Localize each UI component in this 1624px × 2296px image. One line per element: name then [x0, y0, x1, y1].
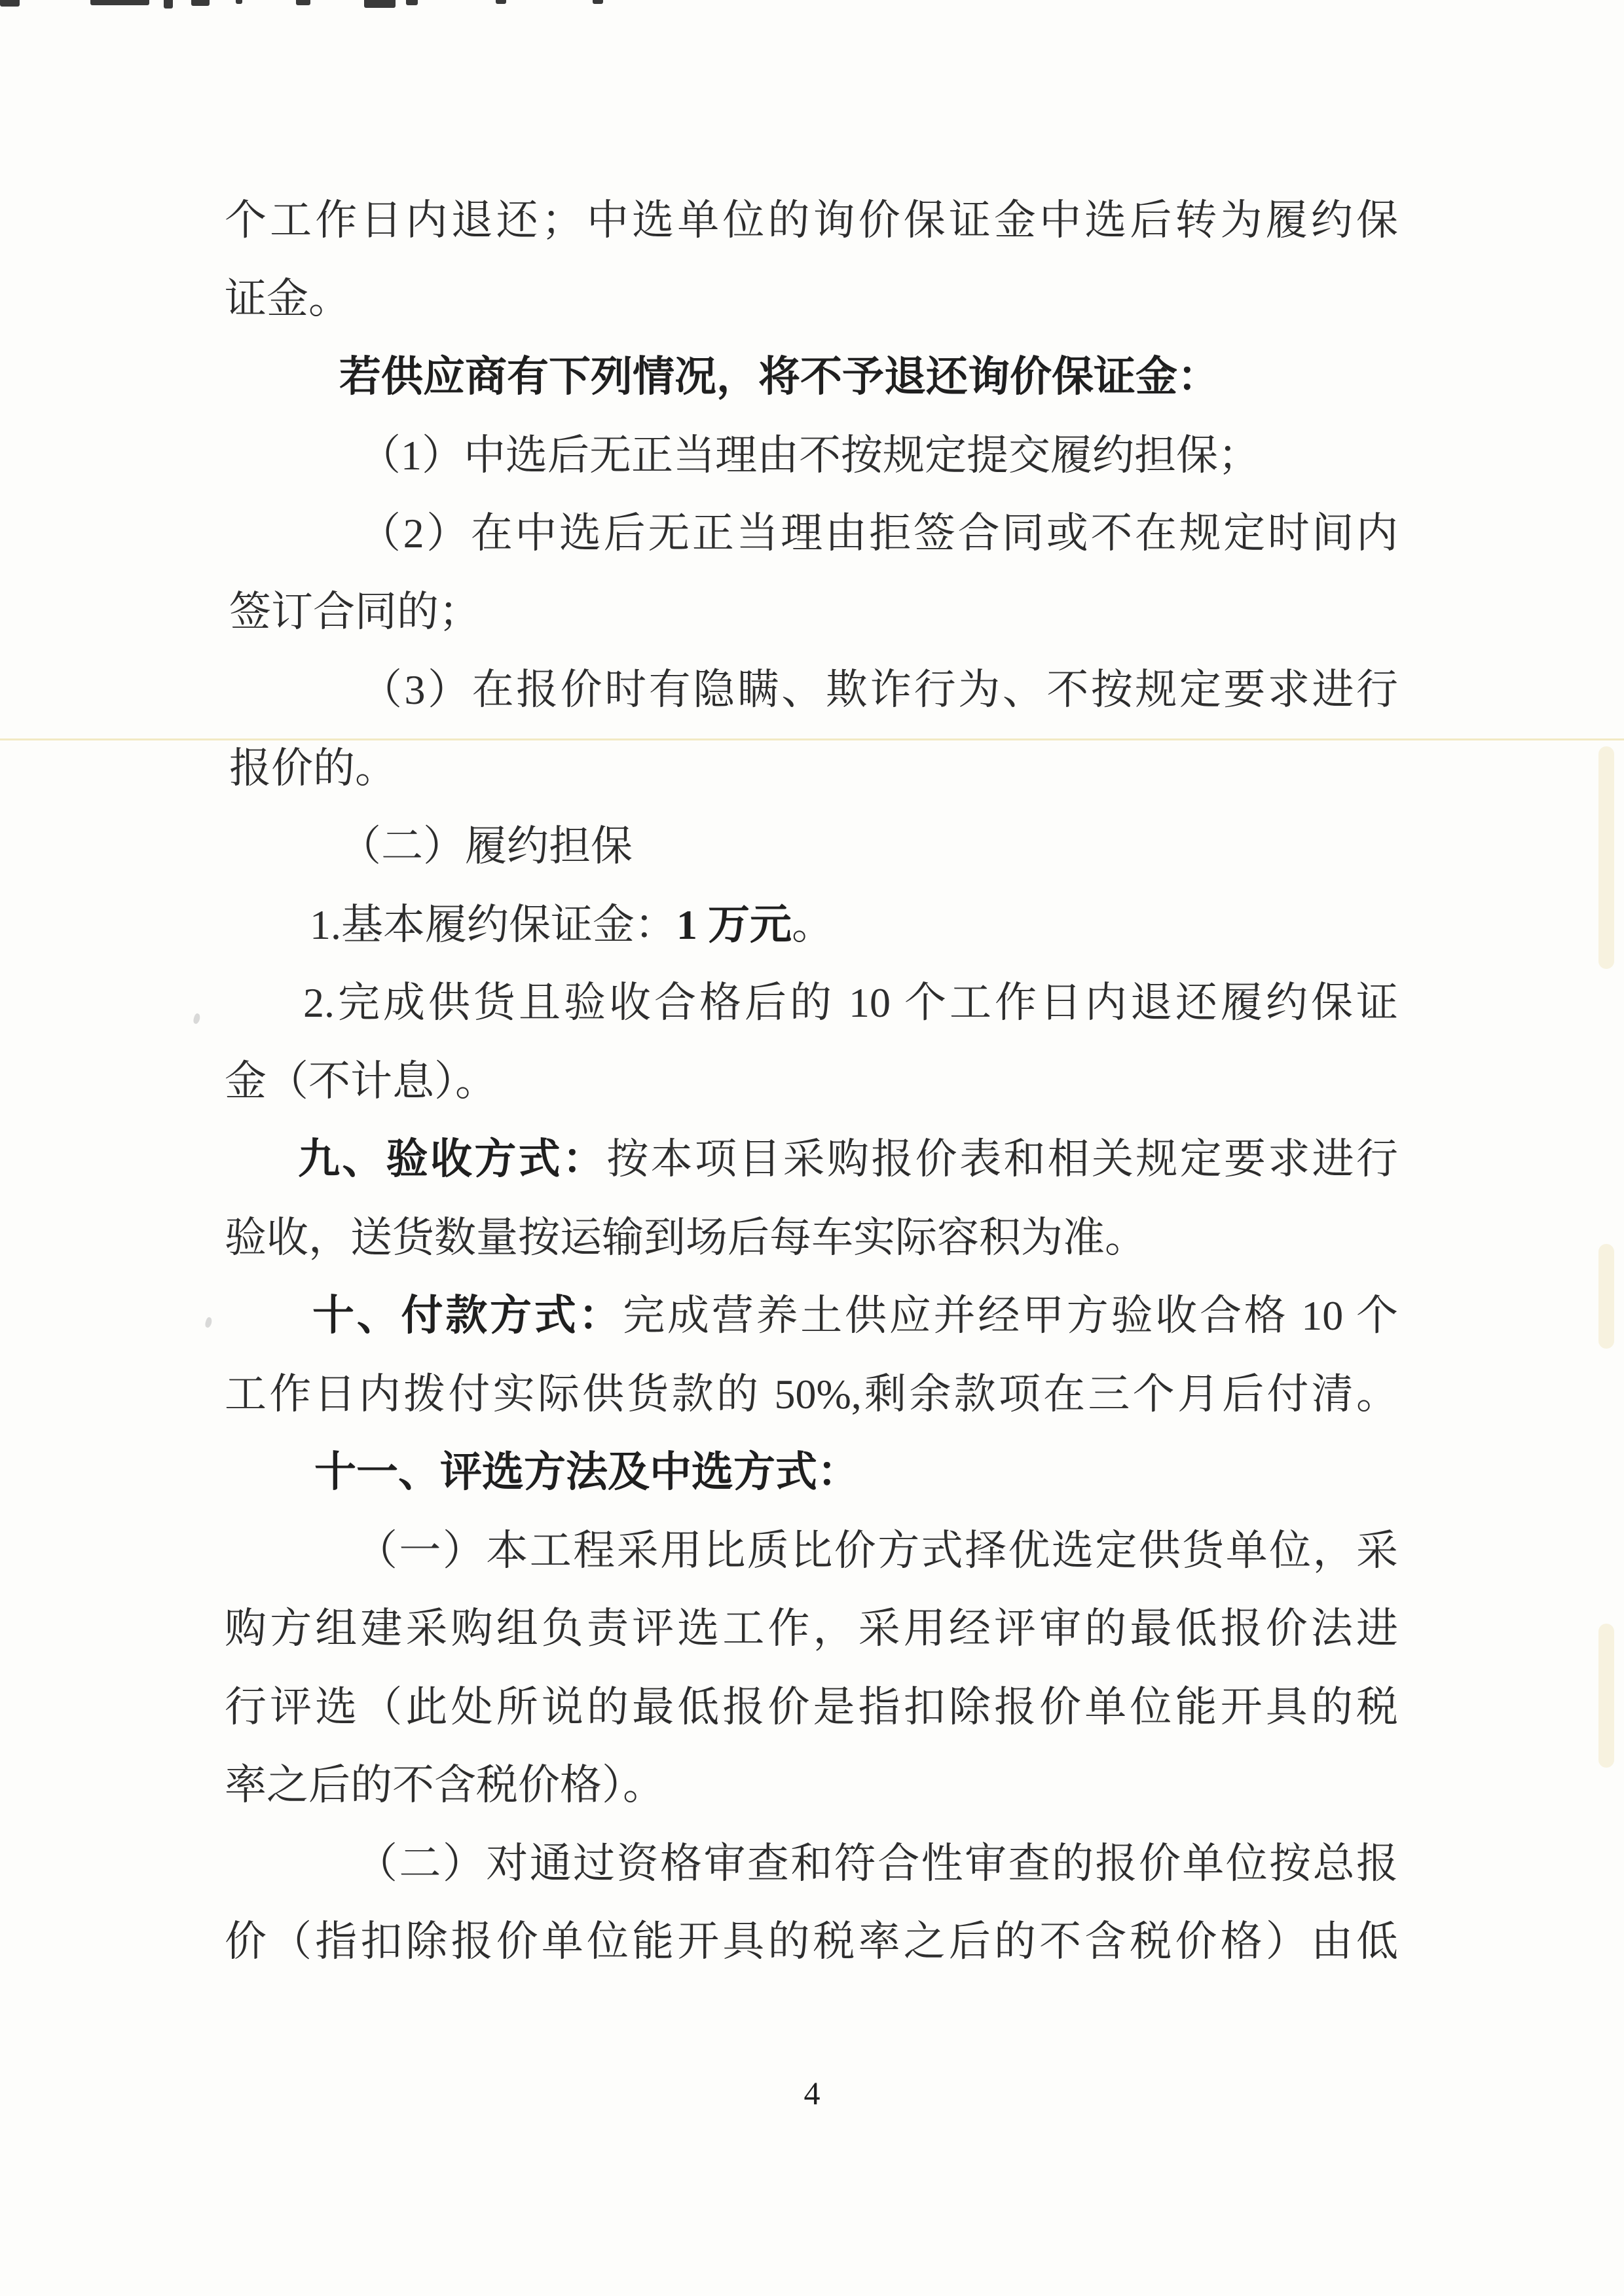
text-segment: 。 [792, 901, 834, 948]
text-segment: 签订合同的； [229, 588, 481, 635]
text-segment-bold: 1 万元 [676, 901, 792, 948]
text-line-3 [339, 356, 1398, 398]
scan-artifact-mark [191, 0, 210, 6]
text-segment: 完成营养土供应并经甲方验收合格 10 个 [623, 1292, 1398, 1339]
text-line-11 [303, 979, 1398, 1026]
scan-artifact-yellow-line [0, 738, 1624, 740]
text-line-9 [339, 823, 1398, 869]
scan-artifact-mark [593, 0, 603, 4]
scan-artifact-speck [204, 1317, 213, 1328]
text-line-1 [225, 197, 1398, 244]
text-line-7 [360, 666, 1398, 713]
scan-artifact-smudge [1598, 1624, 1614, 1768]
scan-artifact-smudge [1598, 1244, 1614, 1349]
text-segment: 按本项目采购报价表和相关规定要求进行 [606, 1136, 1399, 1182]
text-segment: 价（指扣除报价单位能开具的税率之后的不含税价格）由低 [225, 1918, 1398, 1965]
text-line-2 [225, 275, 1398, 322]
text-segment-bold: 若供应商有下列情况，将不予退还询价保证金： [339, 354, 1219, 400]
text-segment: 行评选（此处所说的最低报价是指扣除报价单位能开具的税 [225, 1683, 1398, 1730]
text-line-8 [229, 744, 1398, 792]
text-line-21 [225, 1764, 1398, 1806]
text-segment: 金（不计息）。 [225, 1057, 497, 1104]
text-segment-bold: 十、付款方式： [312, 1292, 623, 1339]
text-segment: 证金。 [225, 275, 350, 322]
text-segment: 报价的。 [229, 744, 397, 792]
text-line-5 [359, 510, 1398, 556]
text-segment: （3）在报价时有隐瞒、欺诈行为、不按规定要求进行 [360, 666, 1398, 713]
scan-artifact-smudge [1598, 746, 1614, 969]
text-line-6 [229, 588, 1398, 635]
text-line-13 [298, 1136, 1399, 1182]
text-segment: （一）本工程采用比质比价方式择优选定供货单位，采 [356, 1527, 1398, 1574]
text-segment: （二）对通过资格审查和符合性审查的报价单位按总报 [356, 1840, 1398, 1887]
text-segment: 个工作日内退还；中选单位的询价保证金中选后转为履约保 [225, 197, 1398, 244]
text-segment: （2）在中选后无正当理由拒签合同或不在规定时间内 [359, 510, 1398, 556]
text-line-12 [225, 1057, 1398, 1104]
text-segment: 购方组建采购组负责评选工作，采用经评审的最低报价法进 [225, 1605, 1398, 1652]
text-line-18 [356, 1527, 1398, 1574]
text-line-17 [314, 1451, 1398, 1493]
text-segment-bold: 九、验收方式： [298, 1136, 607, 1182]
text-segment: 1.基本履约保证金： [310, 901, 676, 948]
text-segment-bold: 十一、评选方法及中选方式： [314, 1449, 859, 1495]
scan-artifact-mark [236, 0, 242, 4]
scan-artifact-mark [0, 0, 20, 7]
text-line-23 [225, 1918, 1398, 1965]
scan-artifact-mark [496, 0, 506, 4]
text-line-14 [225, 1214, 1398, 1261]
text-line-22 [356, 1840, 1398, 1887]
scan-artifact-speck [193, 1013, 202, 1025]
scan-artifact-mark [364, 0, 396, 8]
text-line-10 [310, 901, 1398, 948]
text-segment: 验收，送货数量按运输到场后每车实际容积为准。 [225, 1214, 1147, 1261]
text-segment: 2.完成供货且验收合格后的 10 个工作日内退还履约保证 [303, 979, 1398, 1026]
text-line-16 [225, 1370, 1398, 1417]
scan-artifact-mark [164, 0, 173, 9]
scan-artifact-mark [406, 0, 418, 5]
text-segment: 工作日内拨付实际供货款的 50%,剩余款项在三个月后付清。 [225, 1370, 1398, 1417]
scan-artifact-mark [296, 0, 310, 5]
text-line-20 [225, 1683, 1398, 1730]
scan-artifact-mark [90, 0, 149, 5]
text-segment: 率之后的不含税价格）。 [225, 1762, 665, 1808]
text-line-15 [312, 1292, 1398, 1339]
text-line-19 [225, 1605, 1398, 1652]
text-segment: （二）履约担保 [339, 823, 633, 869]
text-line-4 [359, 431, 1398, 479]
page-number: 4 [803, 2075, 821, 2111]
text-segment: （1）中选后无正当理由不按规定提交履约担保； [359, 431, 1260, 479]
